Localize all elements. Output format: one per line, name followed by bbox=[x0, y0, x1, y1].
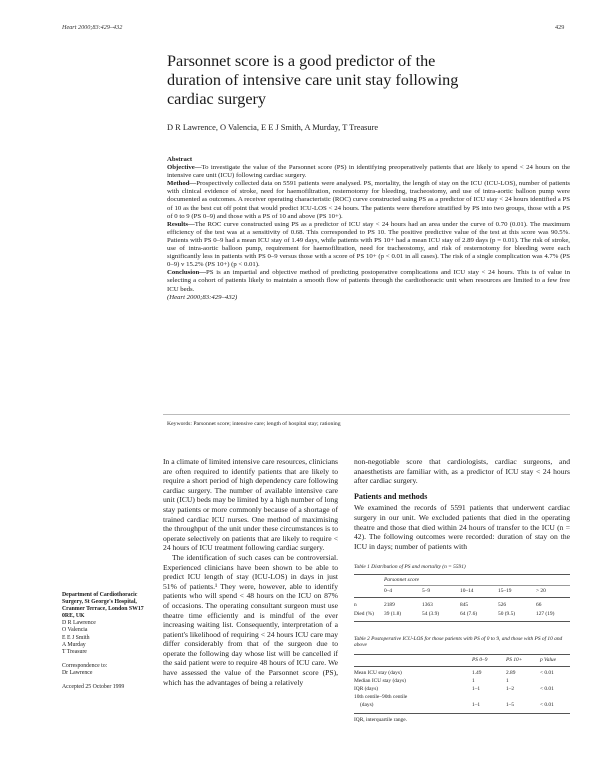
table-row-label: (days) bbox=[360, 702, 374, 708]
table-row-label: Median ICU stay (days) bbox=[354, 678, 406, 684]
table-cell: 1–2 bbox=[506, 686, 515, 692]
table-column-header: 10–14 bbox=[460, 588, 474, 594]
abstract-results: Results—The ROC curve constructed using PS as a predictor of ICU stay < 24 hours had an area under the curve of 0.70 (0.01). The maximum efficiency of the test was at a sensitivity of 0.68. This corresponded to PS 10. The positive predictive value of the test at this score was 90.5%. Patients with PS 0–9 had a mean ICU stay of 1.49 days, while patients with PS 10+ had a mean ICU stay of 2.89 days (p = 0.01). The risk of stroke, use of intra-aortic balloon pump, requirement for haemofiltration, need for tracheostomy, and risk of resternotomy for bleeding were each significantly less in patients with PS 0–9 versus those with a score of PS 10+ (p < 0.01 in all cases). The risk of a single complication was 4.7% (PS 0–9) v 15.2% (PS 10+) (p < 0.01). bbox=[167, 220, 570, 269]
table-cell: 1–1 bbox=[472, 686, 481, 692]
table-cell: 50 (9.5) bbox=[498, 611, 516, 617]
accepted-date: Accepted 25 October 1999 bbox=[62, 684, 125, 691]
table-cell: 2.89 bbox=[506, 670, 516, 676]
table-cell: < 0.01 bbox=[540, 670, 554, 676]
table-cell: 1.49 bbox=[472, 670, 482, 676]
right-body-column bbox=[354, 457, 570, 551]
table-row-label: 10th centile–90th centile bbox=[354, 694, 408, 700]
body-paragraph: The identification of such cases can be controversial. Experienced clinicians have been shown to be able to predict ICU length of stay (ICU-LOS) in days in just 51% of patients.¹ They were, however, able to identify patients who will spend < 48 hours on the ICU on 87% of occasions. The operating consultant surgeon must use theatre time efficiently and is mindful of the ever increasing waiting list. Consequently, interpretation of a patient's likelihood of requiring < 24 hours ICU care may differ considerably from that of the surgeon due to operate the following day whose list will be cancelled if the said patient were to require 48 hours of ICU care. We have assessed the value of the Parsonnet score (PS), which has the advantages of being a relatively bbox=[163, 552, 338, 687]
body-paragraph: non-negotiable score that cardiologists, cardiac surgeons, and anaesthetists are familiar with, as a predictor of ICU stay < 24 hours after cardiac surgery. bbox=[354, 457, 570, 486]
table-group-header: Parsonnet score bbox=[384, 577, 419, 583]
affiliated-author: E E J Smith bbox=[62, 634, 90, 641]
table-cell: 64 (7.6) bbox=[460, 611, 478, 617]
table-cell: 54 (3.9) bbox=[422, 611, 440, 617]
table-cell: 127 (19) bbox=[536, 611, 555, 617]
affiliated-author: O Valencia bbox=[62, 627, 88, 634]
keywords: Keywords: Parsonnet score; intensive care; length of hospital stay; rationing bbox=[167, 421, 341, 427]
table-cell: 1363 bbox=[422, 602, 433, 608]
table-column-header: p Value bbox=[540, 657, 557, 663]
table-cell: 526 bbox=[498, 602, 507, 608]
table-column-header: PS 10+ bbox=[506, 657, 523, 663]
affiliated-author: T Treasure bbox=[62, 648, 87, 655]
table-cell: 845 bbox=[460, 602, 469, 608]
table-column-header: > 20 bbox=[536, 588, 546, 594]
table-cell: 2189 bbox=[384, 602, 395, 608]
table-cell: 39 (1.8) bbox=[384, 611, 402, 617]
journal-reference: Heart 2000;83:429–432 bbox=[62, 24, 123, 31]
abstract-method: Method—Prospectively collected data on 5591 patients were analysed. PS, mortality, the length of stay on the ICU (ICU-LOS), number of patients with clinical evidence of stroke, need for haemofiltration, resternotomy for bleeding, tracheostomy, and use of intra-aortic balloon pump were documented as outcomes. A receiver operating characteristic (ROC) curve constructed using PS as a predictor of ICU stay < 24 hours identified a PS of 10 as the best cut off point that would predict ICU-LOS < 24 hours. The patients were therefore stratified by PS into two groups, those with a PS of 0 to 9 (PS 0–9) and those with a PS of 10 and above (PS 10+). bbox=[167, 180, 570, 220]
table-cell: 1 bbox=[472, 678, 475, 684]
article-title bbox=[167, 52, 567, 109]
table-column-header: PS 0–9 bbox=[472, 657, 488, 663]
abstract-conclusion: Conclusion—PS is an impartial and objective method of predicting postoperative complications and ICU stay < 24 hours. This is of value in selecting a cohort of patients likely to maintain a smooth flow of patients through the cardiothoracic unit when resources are limited to a few free ICU beds. bbox=[167, 269, 570, 293]
table-row-label: IQR (days) bbox=[354, 686, 379, 692]
table-column-header: 5–9 bbox=[422, 588, 431, 594]
department-address: Department of Cardiothoracic Surgery, St George's Hospital, Cranmer Terrace, London SW17 0RE, UK bbox=[62, 592, 144, 620]
table-cell: 1–5 bbox=[506, 702, 515, 708]
abstract-citation: (Heart 2000;83:429–432) bbox=[167, 293, 238, 301]
table-footnote: IQR, interquartile range. bbox=[354, 717, 407, 723]
table-cell: 66 bbox=[536, 602, 542, 608]
body-paragraph: We examined the records of 5591 patients that underwent cardiac surgery in our unit. We excluded patients that died in the operating theatre and those that died within 24 hours of transfer to the ICU (n = 42). The following outcomes were recorded: duration of stay on the ICU in days; number of patients with bbox=[354, 503, 570, 551]
table-row-label: Died (%) bbox=[354, 611, 374, 617]
title-line: Parsonnet score is a good predictor of the bbox=[167, 52, 436, 70]
page-number: 429 bbox=[555, 24, 565, 31]
affiliation-sidebar bbox=[62, 592, 157, 691]
keywords-divider bbox=[163, 414, 570, 415]
abstract-heading: Abstract bbox=[167, 156, 193, 163]
affiliated-author: D R Lawrence bbox=[62, 620, 96, 627]
author-list: D R Lawrence, O Valencia, E E J Smith, A Murday, T Treasure bbox=[167, 123, 379, 132]
table-row-label: Mean ICU stay (days) bbox=[354, 670, 402, 676]
abstract-objective: Objective—To investigate the value of the Parsonnet score (PS) in identifying preoperatively patients that are likely to spend < 24 hours on the intensive care unit (ICU) following cardiac surgery. bbox=[167, 164, 570, 180]
table-cell: 1 bbox=[506, 678, 509, 684]
table-cell: < 0.01 bbox=[540, 702, 554, 708]
section-heading: Patients and methods bbox=[354, 491, 428, 501]
table-2 bbox=[354, 636, 570, 746]
table-cell: 1–1 bbox=[472, 702, 481, 708]
left-body-column bbox=[163, 457, 338, 687]
correspondence-name: Dr Lawrence bbox=[62, 669, 93, 676]
table-caption: Table 2 Postoperative ICU-LOS for those patients with PS of 0 to 9, and those with PS of 10 and above bbox=[354, 636, 563, 648]
correspondence-label: Correspondence to: bbox=[62, 662, 108, 669]
table-column-header: 15–19 bbox=[498, 588, 512, 594]
body-paragraph: In a climate of limited intensive care resources, clinicians are often required to identify patients that are likely to require a short period of high dependency care following cardiac surgery. The number of available intensive care unit (ICU) beds may be limited by a high number of long stay patients or more commonly because of a shortage of trained cardiac ICU nurses. One method of maximising the throughput of the unit under these circumstances is to operate selectively on patients that are likely to require < 24 hours of ICU treatment following cardiac surgery. bbox=[163, 457, 338, 553]
table-cell: < 0.01 bbox=[540, 686, 554, 692]
title-line: duration of intensive care unit stay following bbox=[167, 71, 459, 89]
title-line: cardiac surgery bbox=[167, 90, 267, 108]
table-caption: Table 1 Distribution of PS and mortality (n = 5591) bbox=[354, 564, 466, 570]
table-1 bbox=[354, 564, 570, 634]
affiliated-author: A Murday bbox=[62, 641, 86, 648]
table-column-header: 0–4 bbox=[384, 588, 393, 594]
abstract bbox=[167, 156, 570, 302]
table-row-label: n bbox=[354, 602, 357, 608]
